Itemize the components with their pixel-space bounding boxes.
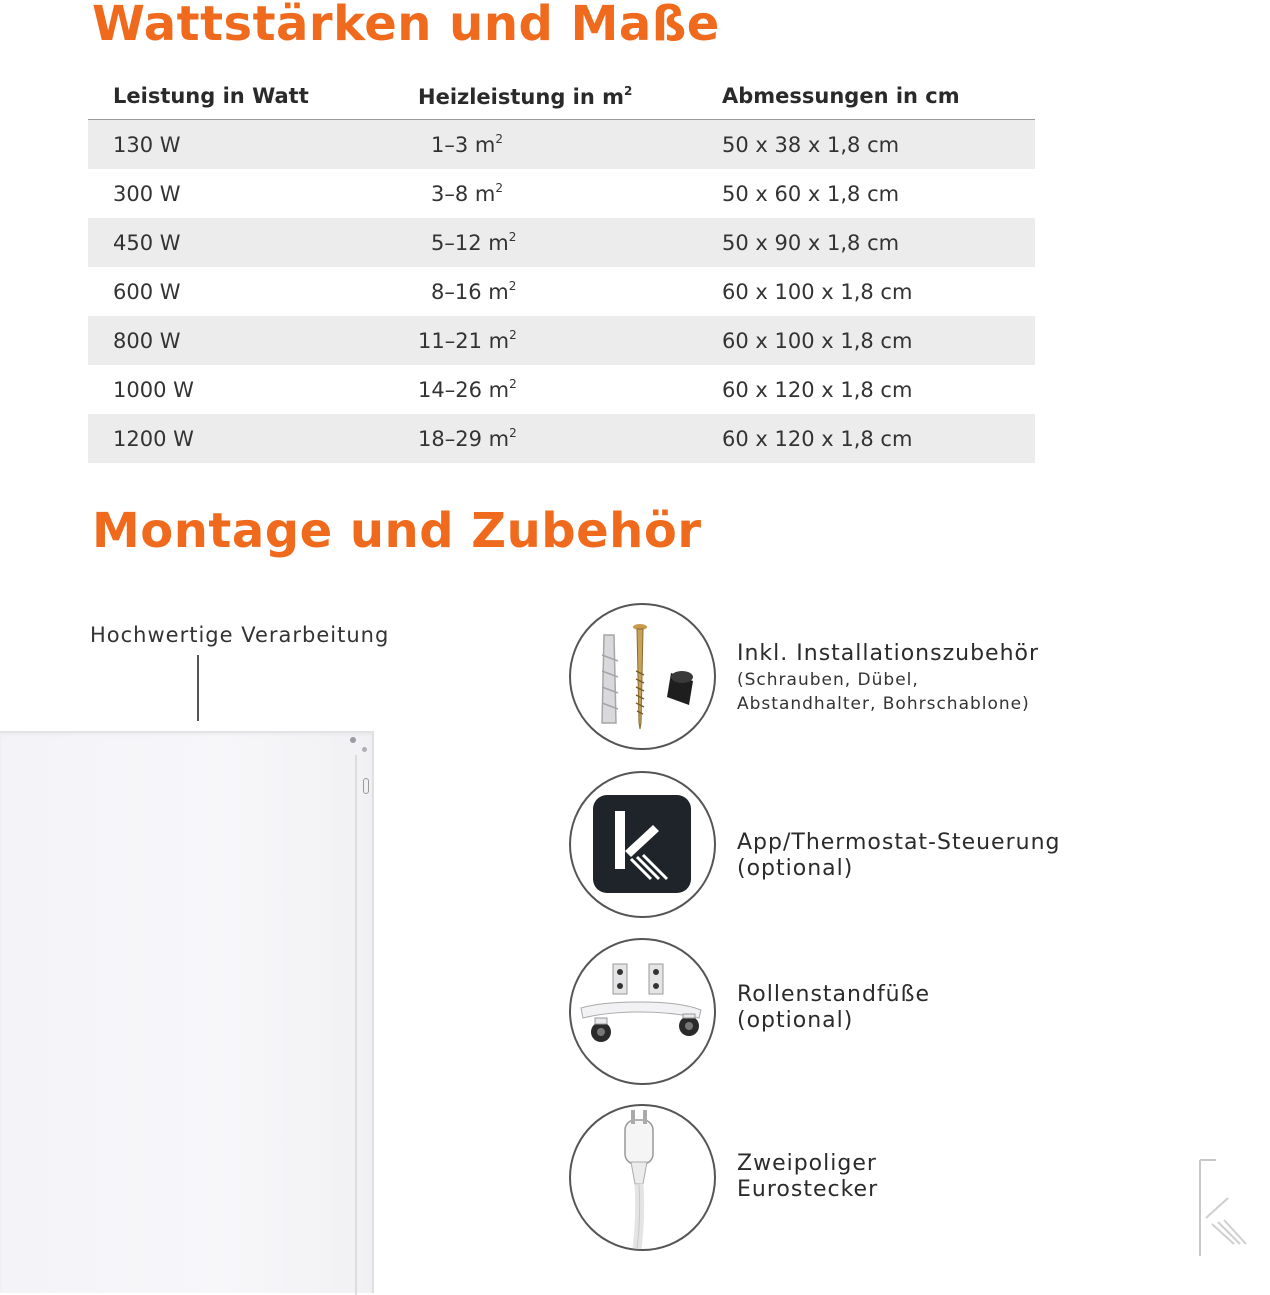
panel-callout-label: Hochwertige Verarbeitung (90, 623, 390, 647)
cell-area: 14–26 $m^2$ (418, 377, 517, 402)
cell-power: 800 W (113, 328, 181, 353)
table-row (88, 218, 1035, 267)
panel-hook-icon (363, 778, 369, 794)
accessory-subtitle: (Schrauben, Dübel, (737, 670, 919, 690)
app-logo-icon (569, 771, 716, 918)
cell-area: 1–3 $m^2$ (431, 132, 503, 157)
cell-power: 130 W (113, 132, 181, 157)
heater-panel-image (0, 731, 374, 1293)
accessory-title: App/Thermostat-Steuerung (737, 830, 1061, 855)
cell-power: 1000 W (113, 377, 194, 402)
table-row (88, 169, 1035, 218)
accessory-subtitle: (optional) (737, 856, 854, 881)
accessory-subtitle: (optional) (737, 1008, 854, 1033)
cell-area: 18–29 $m^2$ (418, 426, 517, 451)
accessory-subtitle: Abstandhalter, Bohrschablone) (737, 694, 1030, 714)
header-area: Heizleistung in $m^2$ (418, 83, 633, 109)
section-title-mounting: Montage und Zubehör (92, 503, 702, 559)
cell-dimensions: 50 x 90 x 1,8 cm (722, 230, 900, 255)
table-row (88, 316, 1035, 365)
panel-edge (355, 755, 357, 1295)
cell-dimensions: 60 x 100 x 1,8 cm (722, 328, 913, 353)
wattage-table (88, 73, 1035, 463)
accessory-title: Zweipoliger (737, 1151, 877, 1176)
table-row (88, 414, 1035, 463)
accessory-title: Inkl. Installationszubehör (737, 641, 1040, 666)
caster-feet-icon (569, 938, 716, 1085)
panel-screw-icon (350, 737, 356, 743)
cell-dimensions: 60 x 100 x 1,8 cm (722, 279, 913, 304)
cell-area: 3–8 $m^2$ (431, 181, 503, 206)
section-title-wattage: Wattstärken und Maße (92, 0, 720, 52)
cell-area: 8–16 $m^2$ (431, 279, 517, 304)
cell-dimensions: 60 x 120 x 1,8 cm (722, 377, 913, 402)
screws-dowels-icon (569, 603, 716, 750)
euro-plug-icon (569, 1104, 716, 1251)
table-header (88, 73, 1035, 119)
cell-power: 1200 W (113, 426, 194, 451)
cell-power: 300 W (113, 181, 181, 206)
cell-dimensions: 50 x 60 x 1,8 cm (722, 181, 900, 206)
cell-power: 450 W (113, 230, 181, 255)
cell-area: 11–21 $m^2$ (418, 328, 517, 353)
header-dimensions: Abmessungen in cm (722, 84, 960, 108)
accessory-title: Rollenstandfüße (737, 982, 931, 1007)
table-row (88, 120, 1035, 169)
brand-logo-icon (1198, 1158, 1258, 1258)
callout-line (197, 655, 199, 721)
cell-dimensions: 60 x 120 x 1,8 cm (722, 426, 913, 451)
accessory-subtitle: Eurostecker (737, 1177, 879, 1202)
header-power: Leistung in Watt (113, 84, 309, 108)
table-row (88, 267, 1035, 316)
cell-dimensions: 50 x 38 x 1,8 cm (722, 132, 900, 157)
table-row (88, 365, 1035, 414)
cell-power: 600 W (113, 279, 181, 304)
cell-area: 5–12 $m^2$ (431, 230, 517, 255)
panel-screw-icon (362, 747, 367, 752)
